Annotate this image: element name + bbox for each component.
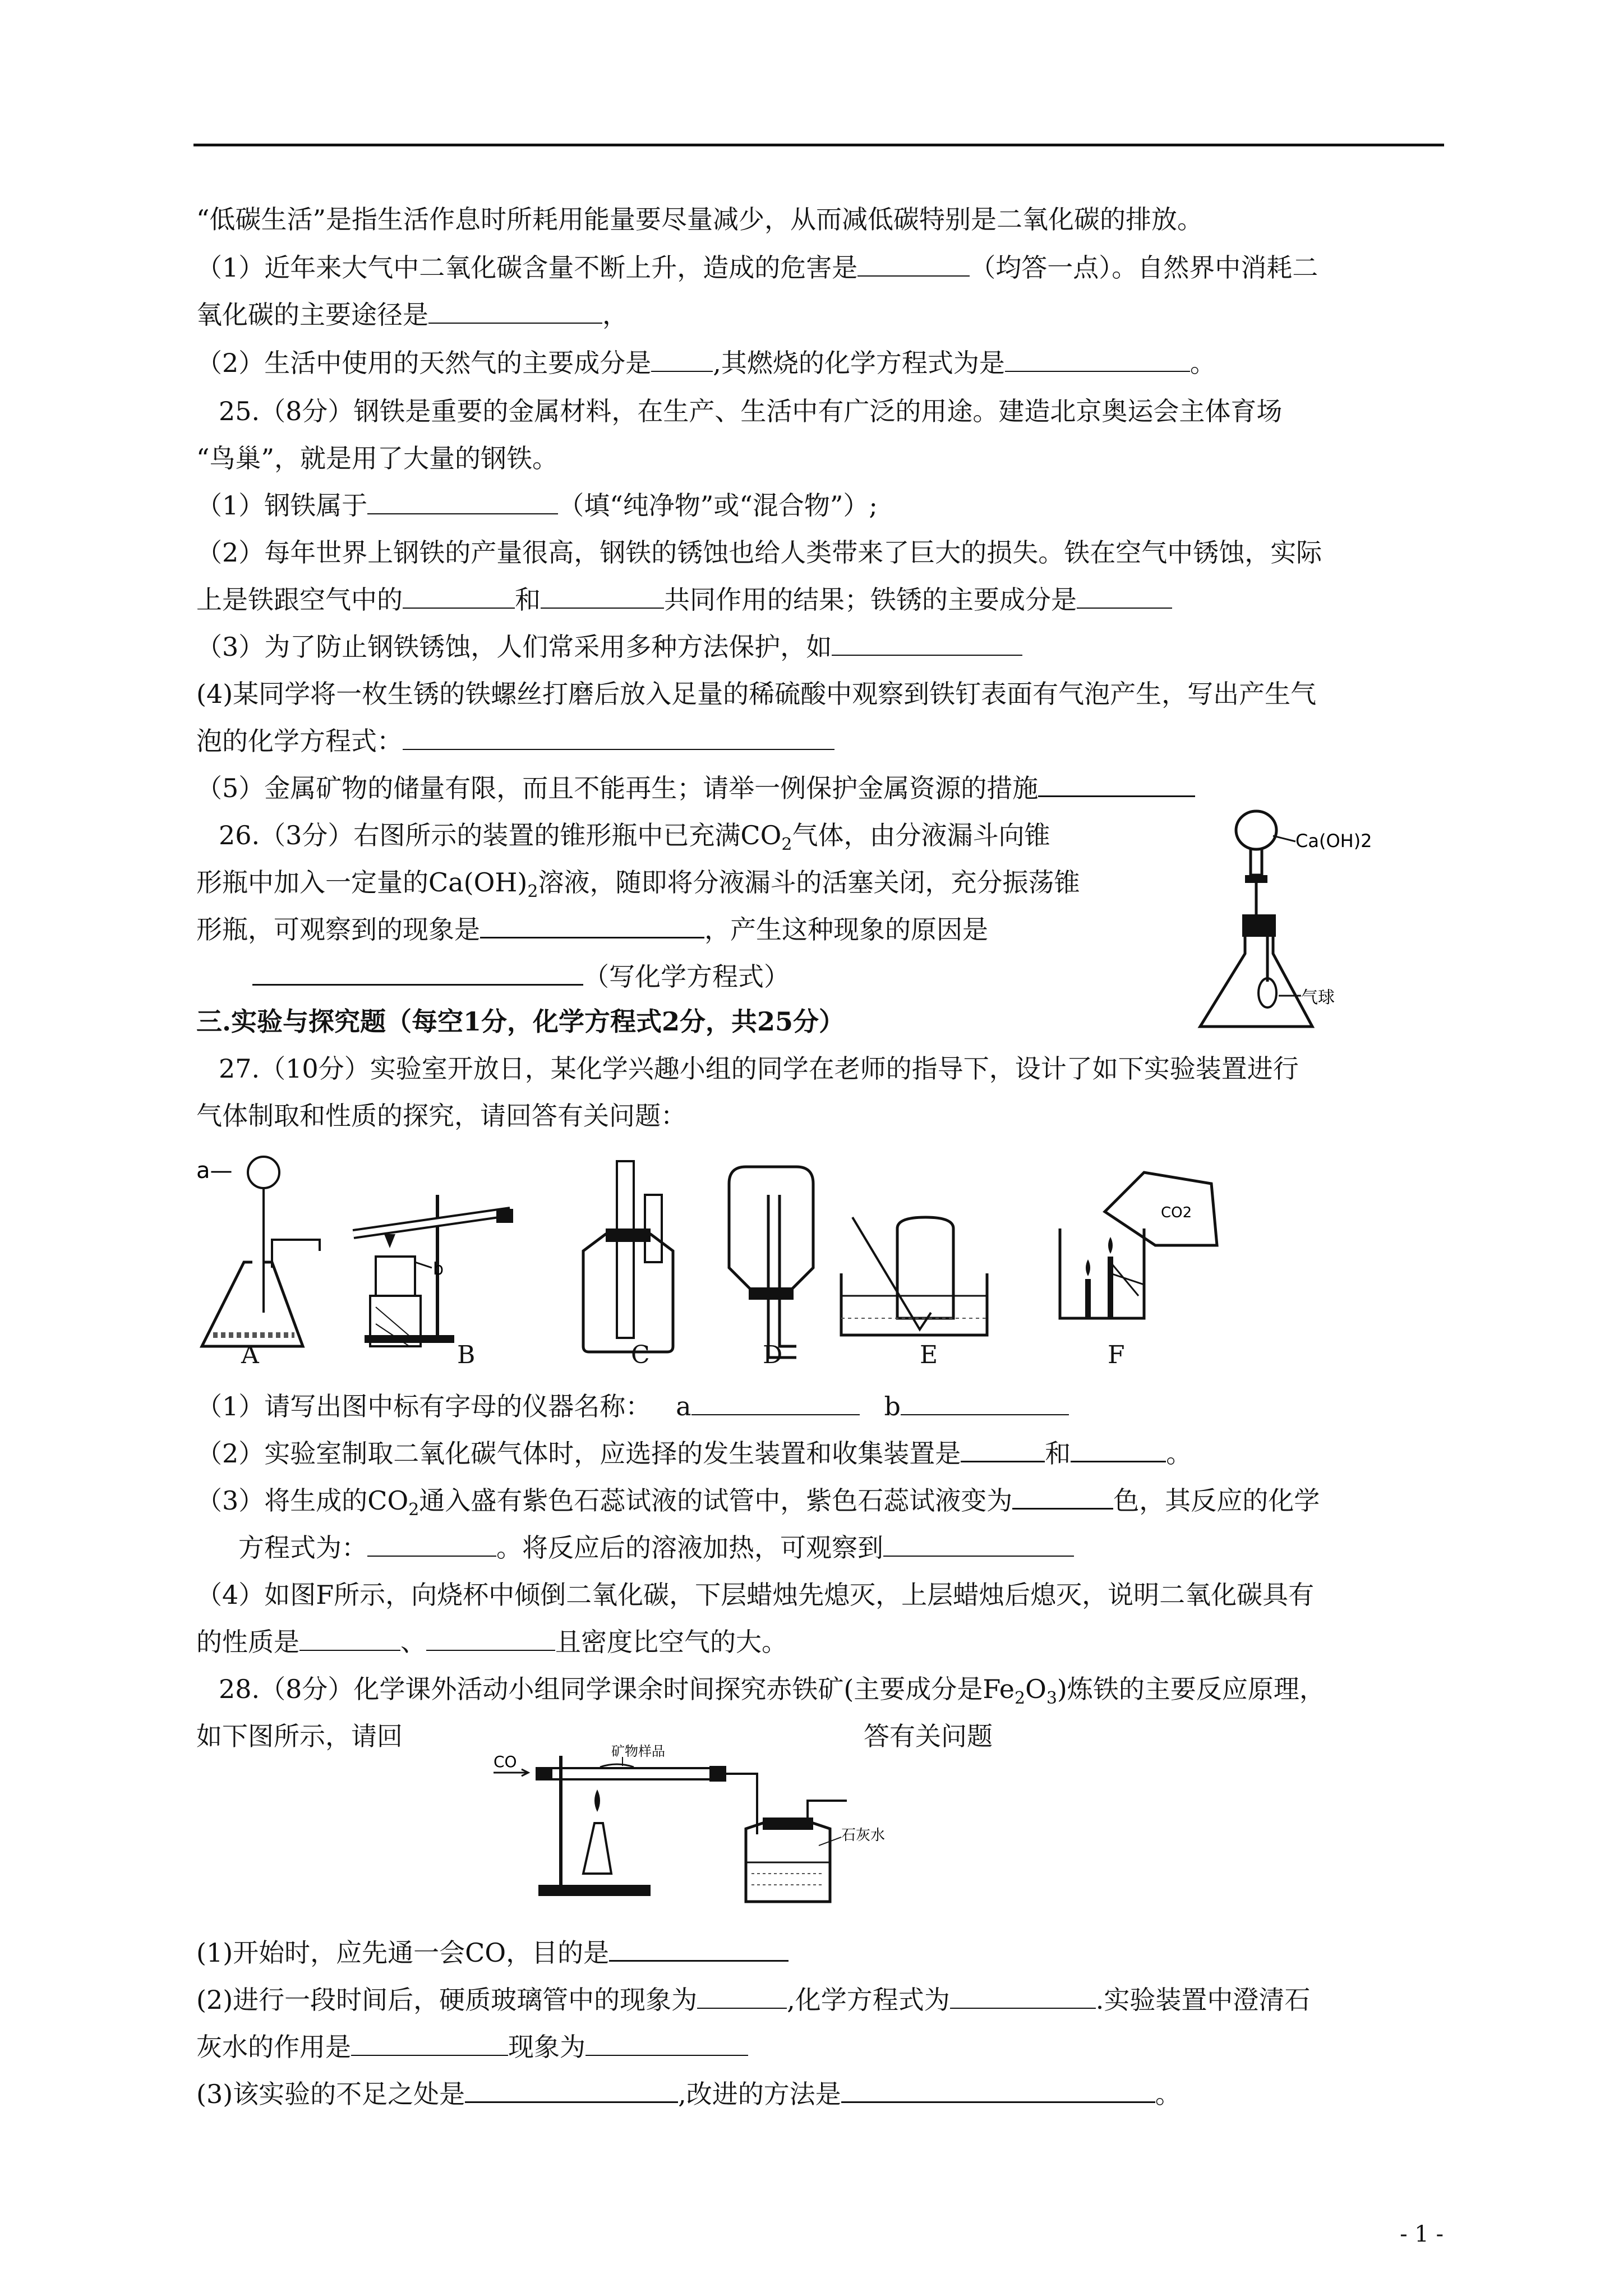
answer-blank[interactable]: [697, 1983, 787, 2009]
q28-heading-2b: 答有关问题: [864, 1721, 993, 1751]
answer-blank[interactable]: [428, 298, 602, 324]
q28-heading-2a: 如下图所示，请回: [196, 1721, 403, 1751]
q28-part3: (3)该实验的不足之处是 ,改进的方法是 。: [196, 2077, 1181, 2111]
section-3-heading: 三.实验与探究题（每空1分，化学方程式2分，共25分）: [196, 1006, 845, 1037]
label-D: D: [763, 1341, 783, 1369]
balloon-label: 气球: [1301, 988, 1335, 1007]
answer-blank[interactable]: [403, 724, 834, 750]
q25-part1: （1）钢铁属于 （填“纯净物”或“混合物”）;: [196, 488, 878, 523]
q25-part2-line2: 上是铁跟空气中的 和 共同作用的结果；铁锈的主要成分是: [196, 582, 1172, 617]
q28-heading: 28.（8分）化学课外活动小组同学课余时间探究赤铁矿(主要成分是$Fe_2O_3$)炼铁的主要反应原理，: [219, 1674, 1325, 1709]
q27-heading-2: 气体制取和性质的探究，请回答有关问题：: [196, 1101, 686, 1131]
answer-blank[interactable]: [480, 912, 704, 938]
q25-part2-line1: （2）每年世界上钢铁的产量很高，钢铁的锈蚀也给人类带来了巨大的损失。铁在空气中锈蚀，实际: [196, 537, 1322, 568]
co2-label: CO2: [1161, 1204, 1192, 1221]
q25-part4-line1: (4)某同学将一枚生锈的铁螺丝打磨后放入足量的稀硫酸中观察到铁钉表面有气泡产生，写出产生气: [196, 679, 1317, 709]
apparatus-f: [1060, 1172, 1217, 1318]
q27-heading: 27.（10分）实验室开放日，某化学兴趣小组的同学在老师的指导下，设计了如下实验装置进行: [219, 1053, 1299, 1084]
q25-heading: 25.（8分）钢铁是重要的金属材料，在生产、生活中有广泛的用途。建造北京奥运会主体育场: [219, 396, 1283, 426]
flask-balloon-figure: [1189, 802, 1380, 1038]
q25-heading-2: “鸟巢”，就是用了大量的钢铁。: [196, 443, 559, 473]
q28-part1: (1)开始时，应先通一会CO，目的是: [196, 1935, 789, 1970]
answer-blank[interactable]: [832, 630, 1022, 656]
label-b: b: [433, 1259, 444, 1279]
q27-part4-line1: （4）如图F所示，向烧杯中倾倒二氧化碳，下层蜡烛先熄灭，上层蜡烛后熄灭，说明二氧化碳具有: [196, 1580, 1315, 1610]
answer-blank[interactable]: [857, 251, 970, 277]
q25-part3: （3）为了防止钢铁锈蚀，人们常采用多种方法保护，如: [196, 629, 1022, 664]
q25-part4-line2: 泡的化学方程式：: [196, 724, 834, 758]
q26-line1: 26.（3分）右图所示的装置的锥形瓶中已充满$CO_2$气体，由分液漏斗向锥: [219, 820, 1050, 855]
answer-blank[interactable]: [541, 583, 664, 609]
answer-blank[interactable]: [609, 1935, 789, 1962]
answer-blank[interactable]: [1005, 346, 1190, 372]
q24-part1-line2: 氧化碳的主要途径是 ，: [196, 297, 628, 332]
answer-blank[interactable]: [883, 1531, 1074, 1557]
answer-blank[interactable]: [426, 1625, 555, 1651]
answer-blank[interactable]: [351, 2030, 508, 2056]
answer-blank[interactable]: [1038, 771, 1195, 797]
answer-blank[interactable]: [1012, 1483, 1113, 1510]
answer-blank[interactable]: [1077, 583, 1172, 609]
iron-smelting-figure: [482, 1745, 909, 1913]
answer-blank[interactable]: [950, 1983, 1096, 2009]
answer-blank[interactable]: [367, 489, 558, 514]
limewater-label: 石灰水: [841, 1827, 886, 1844]
label-B: B: [457, 1341, 476, 1369]
q27-part3-line2: 方程式为： 。将反应后的溶液加热，可观察到: [238, 1530, 1074, 1565]
answer-blank[interactable]: [585, 2030, 748, 2056]
q27-part3-line1: （3）将生成的$CO_2$通入盛有紫色石蕊试液的试管中，紫色石蕊试液变为 色，其反应的化学: [196, 1483, 1320, 1527]
label-C: C: [631, 1341, 650, 1369]
label-F: F: [1108, 1341, 1125, 1369]
answer-blank[interactable]: [299, 1625, 400, 1651]
apparatus-b: [353, 1195, 513, 1346]
answer-blank[interactable]: [961, 1436, 1045, 1462]
q24-part2: （2）生活中使用的天然气的主要成分是 ,其燃烧的化学方程式为是 。: [196, 346, 1216, 380]
q26-line2: 形瓶中加入一定量的$Ca(OH)_2$溶液，随即将分液漏斗的活塞关闭，充分振荡锥: [196, 867, 1080, 902]
label-A: A: [241, 1341, 259, 1369]
q24-part1-line1: （1）近年来大气中二氧化碳含量不断上升，造成的危害是 （均答一点）。自然界中消耗二: [196, 250, 1318, 285]
answer-blank[interactable]: [691, 1389, 860, 1415]
answer-blank[interactable]: [651, 346, 713, 372]
q26-line4: （写化学方程式）: [252, 959, 790, 994]
q25-part5: （5）金属矿物的储量有限，而且不能再生；请举一例保护金属资源的措施: [196, 771, 1195, 806]
q28-part2-line2: 灰水的作用是 现象为: [196, 2030, 748, 2064]
answer-blank[interactable]: [1071, 1436, 1166, 1462]
q27-part4-line2: 的性质是 、 且密度比空气的大。: [196, 1625, 787, 1659]
answer-blank[interactable]: [465, 2077, 678, 2103]
co-label: CO: [494, 1752, 517, 1771]
label-a: a—: [196, 1158, 233, 1184]
apparatus-e: [841, 1217, 987, 1335]
answer-blank[interactable]: [252, 959, 583, 986]
sample-label: 矿物样品: [611, 1745, 665, 1759]
answer-blank[interactable]: [403, 583, 515, 609]
label-E: E: [920, 1341, 938, 1369]
header-rule: [193, 144, 1444, 146]
intro-line: “低碳生活”是指生活作息时所耗用能量要尽量减少，从而减低碳特别是二氧化碳的排放。: [196, 204, 1204, 234]
q26-line3: 形瓶，可观察到的现象是 ，产生这种现象的原因是: [196, 912, 988, 947]
q28-part2-line1: (2)进行一段时间后，硬质玻璃管中的现象为 ,化学方程式为 .实验装置中澄清石: [196, 1982, 1310, 2017]
answer-blank[interactable]: [841, 2077, 1155, 2103]
apparatus-d: [729, 1167, 813, 1358]
apparatus-a: [196, 1157, 320, 1346]
apparatus-c: [583, 1161, 673, 1352]
apparatus-figures: [191, 1150, 1234, 1386]
caoh2-label: Ca(OH)2: [1295, 830, 1372, 852]
answer-blank[interactable]: [901, 1389, 1069, 1415]
answer-blank[interactable]: [367, 1531, 496, 1557]
q27-part2: （2）实验室制取二氧化碳气体时，应选择的发生装置和收集装置是 和 。: [196, 1436, 1192, 1471]
q27-part1: （1）请写出图中标有字母的仪器名称： a b: [196, 1389, 1069, 1424]
page-number: - 1 -: [1400, 2221, 1444, 2247]
